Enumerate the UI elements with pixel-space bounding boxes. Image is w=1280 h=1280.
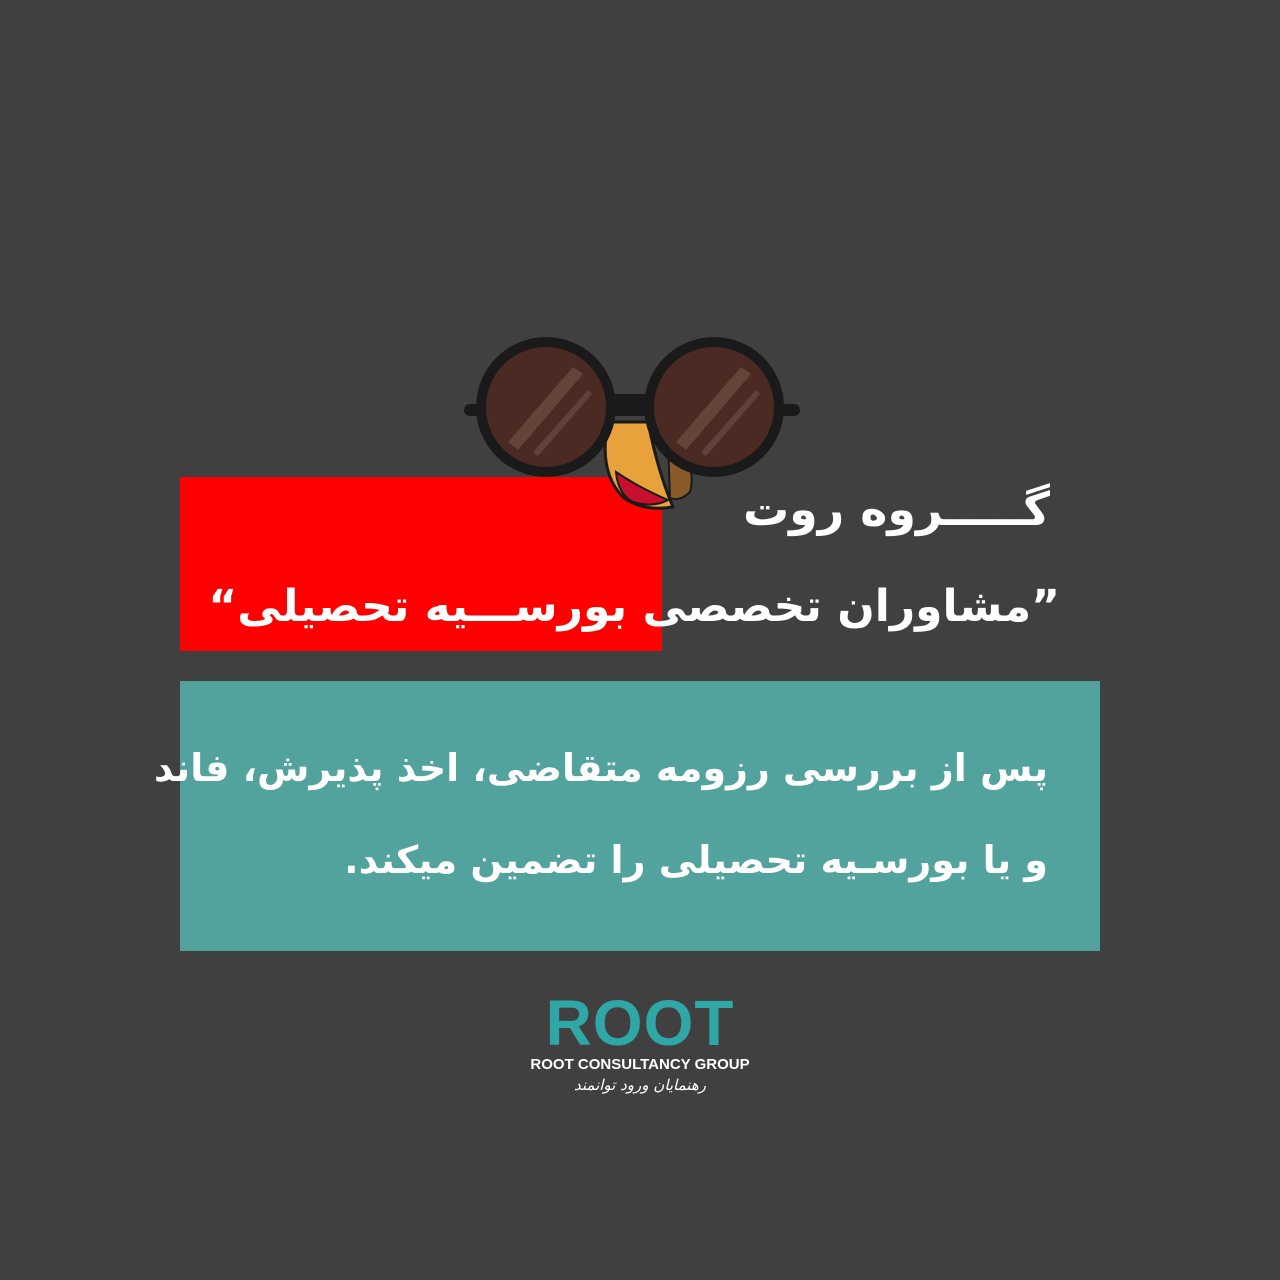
logo-wordmark: ROOT [545, 987, 735, 1059]
group-subtitle: ”مشاوران تخصصی بورســـیه تحصیلی“ [208, 581, 1060, 632]
glasses-bridge [608, 394, 654, 406]
message-line-2: و یا بورسـیه تحصیلی را تضمین میکند. [344, 838, 1048, 882]
message-line-1: پس از بررسی رزومه متقاضی، اخذ پذیرش، فاند [153, 746, 1048, 790]
root-logo [520, 987, 760, 1110]
teal-message-box [153, 681, 1100, 951]
group-title: گـــــروه روت [742, 482, 1050, 536]
logo-company-name: ROOT CONSULTANCY GROUP [530, 1056, 750, 1073]
logo-tagline: رهنمایان ورود توانمند [574, 1076, 706, 1094]
